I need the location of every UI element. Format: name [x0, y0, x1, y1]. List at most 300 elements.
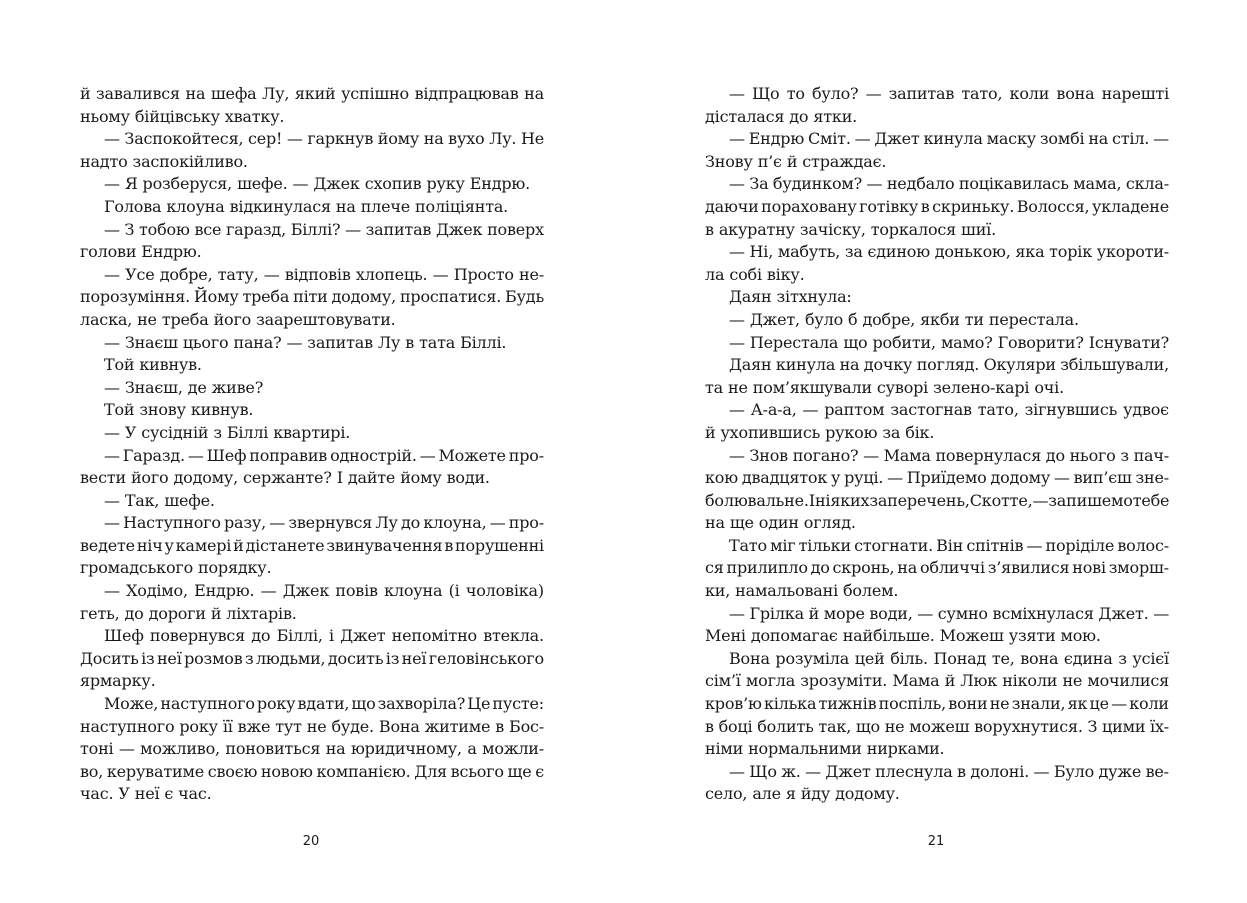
- word: узяти: [1008, 626, 1056, 646]
- word: кинула: [923, 129, 983, 149]
- word: Тато: [729, 535, 767, 555]
- word: буде.: [331, 716, 374, 736]
- word: його: [130, 468, 169, 488]
- text-line: [80, 557, 544, 580]
- word: плече: [360, 196, 411, 216]
- text-line: [80, 151, 544, 174]
- word: —: [419, 445, 436, 465]
- word: додому: [990, 468, 1051, 488]
- word: юридичному,: [350, 739, 462, 759]
- word: успішно: [341, 84, 409, 103]
- word: ве-: [1145, 761, 1169, 781]
- word: плеснула: [875, 761, 953, 781]
- word: спітнів: [966, 535, 1024, 555]
- word: готівку: [859, 196, 919, 216]
- word: сумно: [937, 603, 988, 623]
- word: Джет: [874, 129, 920, 149]
- word: погано?: [792, 445, 859, 465]
- word: зелено-карі: [933, 377, 1030, 397]
- word: Не: [520, 129, 544, 149]
- word: —: [286, 332, 303, 352]
- word: тоні: [80, 739, 114, 759]
- word: З: [124, 219, 135, 239]
- word: допомагає: [750, 626, 838, 646]
- word: в: [405, 332, 415, 352]
- word: поверх: [487, 219, 544, 239]
- word: Мама: [892, 671, 940, 691]
- word: Голова: [104, 196, 162, 216]
- word: —: [104, 445, 120, 465]
- word: Джет.: [1098, 603, 1149, 623]
- word: пом’якшували: [752, 377, 872, 397]
- word: додому,: [331, 287, 397, 307]
- word: його: [213, 309, 252, 329]
- word: рукою: [825, 422, 878, 442]
- word: ворухнутися.: [974, 716, 1083, 736]
- word: яка: [1015, 242, 1045, 262]
- text-line: [705, 309, 1169, 332]
- word: якби: [920, 309, 960, 329]
- word: руку: [426, 174, 465, 194]
- word: мама,: [1073, 174, 1122, 194]
- word: Може,: [104, 694, 159, 714]
- word: сер!: [247, 129, 283, 149]
- word: поцікавилась: [958, 174, 1069, 194]
- word: —: [104, 174, 120, 194]
- word: тебе: [1132, 490, 1170, 510]
- word: голови: [80, 242, 137, 262]
- word: з: [213, 422, 222, 442]
- word: разу,: [224, 513, 267, 533]
- word: —: [1153, 129, 1169, 149]
- word: І: [336, 468, 343, 488]
- word: йому: [400, 468, 442, 488]
- text-line: [705, 106, 1169, 129]
- word: Понад: [933, 648, 987, 668]
- text-line: [705, 716, 1169, 739]
- word: живе?: [211, 377, 264, 397]
- word: прилипло: [726, 558, 808, 578]
- word: Скотте,: [969, 490, 1033, 510]
- word: повернувся: [149, 626, 246, 646]
- word: Джет: [340, 626, 386, 646]
- word: Джек: [313, 174, 360, 194]
- word: на: [524, 84, 544, 103]
- word: стіл.: [1112, 129, 1150, 149]
- word: звернувся: [288, 513, 373, 533]
- word: на: [1088, 129, 1109, 149]
- word: —: [489, 513, 506, 533]
- word: ти: [964, 309, 984, 329]
- word: тільки: [798, 535, 851, 555]
- word: житиме: [424, 716, 491, 736]
- word: то: [786, 84, 805, 103]
- text-line: [80, 354, 544, 377]
- word: село,: [705, 784, 748, 804]
- word: мочилися: [1087, 671, 1169, 691]
- word: шефе.: [164, 490, 215, 510]
- word: дісталася: [705, 106, 785, 126]
- word: мою.: [1060, 626, 1101, 646]
- word: Даян: [729, 355, 772, 375]
- word: року: [256, 694, 296, 714]
- text-line: [705, 151, 1169, 174]
- word: було: [804, 309, 843, 329]
- word: Ендрю: [748, 129, 805, 149]
- word: й: [705, 422, 716, 442]
- text-line: [705, 693, 1169, 716]
- word: піти: [293, 287, 328, 307]
- word: захворіла?: [377, 694, 466, 714]
- word: клоуна: [166, 196, 225, 216]
- word: заперечень,: [869, 490, 970, 510]
- word: води.: [446, 468, 490, 488]
- word: час.: [80, 784, 114, 804]
- word: людьми,: [255, 648, 326, 668]
- word: Біллі.: [460, 332, 507, 352]
- word: А-а-а,: [750, 400, 797, 420]
- word: Волосся,: [1016, 196, 1090, 216]
- text-line: [80, 580, 544, 603]
- word: У: [124, 422, 137, 442]
- word: де: [187, 377, 207, 397]
- word: повернулася: [935, 445, 1042, 465]
- word: Ендрю.: [194, 581, 255, 601]
- word: вдати,: [297, 694, 350, 714]
- right-page-number: 21: [927, 834, 945, 849]
- text-line: [705, 173, 1169, 196]
- word: на: [897, 558, 918, 578]
- text-line: [80, 512, 544, 535]
- word: заспокійливо.: [132, 151, 248, 171]
- word: Джет,: [749, 309, 800, 329]
- word: так,: [818, 716, 852, 736]
- word: неї: [134, 784, 160, 804]
- word: п’є: [757, 151, 782, 171]
- word: із: [385, 648, 400, 668]
- word: у: [164, 535, 174, 555]
- word: в: [957, 761, 966, 781]
- word: болем.: [842, 581, 899, 601]
- word: дороги: [148, 603, 206, 623]
- text-line: [80, 783, 544, 806]
- word: тут: [275, 716, 302, 736]
- word: двадцяток: [741, 468, 828, 488]
- text-line: [80, 535, 544, 558]
- word: Існувати?: [1088, 332, 1169, 352]
- word: —: [805, 761, 821, 781]
- word: компанією.: [316, 761, 411, 781]
- word: є: [535, 761, 544, 781]
- word: —: [729, 603, 745, 623]
- word: бік.: [905, 422, 935, 442]
- word: зачіску,: [799, 219, 866, 239]
- text-line: [705, 670, 1169, 693]
- text-line: [705, 783, 1169, 806]
- word: —: [729, 242, 745, 262]
- word: —: [292, 174, 309, 194]
- word: Досить: [80, 648, 139, 668]
- text-line: [80, 377, 544, 400]
- word: во,: [80, 761, 104, 781]
- word: розуміла: [775, 648, 850, 668]
- word: —: [729, 332, 745, 352]
- text-line: [80, 332, 544, 355]
- word: Шеф: [206, 445, 247, 465]
- word: на: [839, 355, 860, 375]
- text-line: [705, 445, 1169, 468]
- word: цей: [854, 648, 885, 668]
- word: —: [729, 84, 745, 103]
- word: удвоє: [1123, 400, 1169, 420]
- word: ки,: [705, 581, 731, 601]
- text-line: [705, 196, 1169, 219]
- word: не: [1062, 671, 1083, 691]
- word: болювальне.: [705, 490, 809, 510]
- word: ся: [705, 558, 724, 578]
- word: застогнав: [890, 400, 972, 420]
- word: та: [705, 377, 723, 397]
- word: —: [104, 332, 120, 352]
- word: Лу: [377, 332, 401, 352]
- word: на: [185, 84, 206, 103]
- word: шефа: [210, 84, 257, 103]
- text-line: [705, 603, 1169, 626]
- word: в: [705, 716, 714, 736]
- word: торкалося: [870, 219, 957, 239]
- word: до: [810, 558, 830, 578]
- word: Ходімо,: [126, 581, 188, 601]
- word: пораховану: [761, 196, 857, 216]
- word: запитав: [888, 84, 955, 103]
- word: Ендрю.: [141, 242, 202, 262]
- word: розберуся,: [142, 174, 233, 194]
- word: зморш-: [1108, 558, 1169, 578]
- word: в: [444, 535, 454, 555]
- word: —: [1053, 468, 1070, 488]
- word: —: [104, 264, 120, 284]
- word: звинувачення: [326, 535, 443, 555]
- word: у: [831, 468, 841, 488]
- word: її: [222, 716, 233, 736]
- word: очі.: [1034, 377, 1064, 397]
- word: не: [306, 716, 327, 736]
- text-line: [80, 83, 544, 106]
- word: —: [104, 377, 120, 397]
- word: порядку.: [198, 558, 272, 578]
- word: скла-: [1125, 174, 1169, 194]
- word: —: [104, 490, 120, 510]
- word: йому: [377, 129, 420, 149]
- word: клоуна,: [423, 513, 487, 533]
- text-line: [80, 196, 544, 219]
- text-line: [80, 422, 544, 445]
- word: збільшували,: [1060, 355, 1169, 375]
- word: усієї: [1132, 648, 1169, 668]
- word: погляд.: [916, 355, 980, 375]
- word: —: [1153, 603, 1169, 623]
- word: вухо: [448, 129, 485, 149]
- word: з: [1118, 648, 1127, 668]
- text-line: [705, 761, 1169, 784]
- word: ще: [507, 761, 532, 781]
- word: як: [1067, 694, 1088, 714]
- word: (і: [448, 581, 460, 601]
- text-line: [705, 535, 1169, 558]
- word: коли: [1009, 84, 1050, 103]
- word: Перестала: [749, 332, 839, 352]
- word: —: [104, 422, 120, 442]
- word: Він: [936, 535, 964, 555]
- word: і: [329, 626, 334, 646]
- word: вести: [80, 468, 126, 488]
- text-line: [80, 716, 544, 739]
- word: скронь,: [832, 558, 895, 578]
- word: знову: [139, 400, 186, 420]
- word: Лу,: [262, 84, 290, 103]
- text-line: [80, 106, 544, 129]
- word: стогнати.: [854, 535, 933, 555]
- word: —: [1026, 535, 1043, 555]
- word: поновиться: [225, 739, 321, 759]
- word: до: [251, 626, 271, 646]
- text-line: [80, 128, 544, 151]
- word: —: [432, 264, 449, 284]
- word: що: [843, 332, 868, 352]
- text-line: [705, 490, 1169, 513]
- word: відповів: [284, 264, 351, 284]
- text-line: [705, 83, 1169, 106]
- word: громадського: [80, 558, 194, 578]
- word: нормальними: [748, 739, 862, 759]
- word: не: [884, 716, 905, 736]
- word: знали,: [1011, 694, 1066, 714]
- word: що: [855, 716, 880, 736]
- word: Сміт.: [807, 129, 851, 149]
- word: перестала.: [988, 309, 1079, 329]
- word: й: [210, 603, 222, 623]
- word: не: [137, 309, 157, 329]
- word: —: [729, 309, 745, 329]
- word: Лу: [375, 513, 398, 533]
- word: Окуляри: [983, 355, 1056, 375]
- word: Вона: [729, 648, 770, 668]
- word: Джет: [825, 761, 871, 781]
- word: Було: [1053, 761, 1094, 781]
- left-page-number: 20: [302, 834, 320, 849]
- word: тато,: [961, 84, 1003, 103]
- left-page-text: [80, 83, 544, 806]
- word: відкинулася: [229, 196, 331, 216]
- word: Мама: [883, 445, 931, 465]
- word: геловінського: [428, 648, 544, 668]
- word: —: [865, 84, 882, 103]
- word: все: [194, 219, 222, 239]
- word: —: [729, 129, 745, 149]
- word: не-: [519, 264, 544, 284]
- word: Наступного: [123, 513, 221, 533]
- word: наступного: [80, 716, 175, 736]
- word: гаркнув: [307, 129, 374, 149]
- word: —: [104, 129, 120, 149]
- word: на: [335, 196, 356, 216]
- word: геть,: [80, 603, 120, 623]
- word: У: [118, 784, 130, 804]
- word: намальовані: [735, 581, 838, 601]
- word: поспіль,: [878, 694, 947, 714]
- word: руці.: [844, 468, 884, 488]
- word: хватку.: [224, 106, 285, 126]
- word: в: [920, 196, 930, 216]
- word: —: [345, 219, 361, 239]
- word: ухопившись: [720, 422, 821, 442]
- word: мамо?: [940, 332, 993, 352]
- word: Лу.: [489, 129, 517, 149]
- word: Для: [414, 761, 447, 781]
- word: ла: [705, 264, 725, 284]
- word: —: [1111, 694, 1127, 714]
- word: чоловіка): [465, 581, 544, 601]
- word: скриньку.: [932, 196, 1015, 216]
- word: Біллі,: [276, 626, 323, 646]
- word: болить: [757, 716, 814, 736]
- word: укороти-: [1096, 242, 1169, 262]
- word: Знов: [749, 445, 788, 465]
- word: кинула: [775, 355, 836, 375]
- word: тата: [419, 332, 456, 352]
- word: страждає.: [802, 151, 887, 171]
- word: й: [786, 151, 798, 171]
- word: на: [325, 739, 346, 759]
- word: —: [866, 174, 883, 194]
- word: цими: [1102, 716, 1146, 736]
- word: тато,: [977, 400, 1019, 420]
- word: Що: [752, 84, 780, 103]
- word: не: [989, 694, 1010, 714]
- word: Йому: [193, 287, 239, 307]
- word: до: [789, 106, 809, 126]
- word: пусте:: [492, 694, 544, 714]
- word: Джек: [435, 219, 483, 239]
- text-line: [80, 173, 544, 196]
- word: однострій.: [330, 445, 417, 465]
- word: —: [118, 739, 135, 759]
- word: —: [854, 129, 871, 149]
- word: я: [785, 784, 796, 804]
- word: ніяких: [814, 490, 870, 510]
- word: зітхнула:: [776, 287, 852, 307]
- word: це: [1089, 694, 1109, 714]
- word: можливо,: [140, 739, 220, 759]
- word: до: [401, 513, 421, 533]
- text-line: [705, 241, 1169, 264]
- word: води,: [869, 603, 913, 623]
- text-line: [705, 332, 1169, 355]
- word: неї: [401, 648, 427, 668]
- word: повів: [335, 581, 378, 601]
- word: Мені: [705, 626, 746, 646]
- text-line: [705, 264, 1169, 287]
- word: єдиною: [867, 242, 930, 262]
- word: в: [705, 219, 714, 239]
- text-line: [80, 399, 544, 422]
- word: дайте: [347, 468, 396, 488]
- word: Можете: [438, 445, 506, 465]
- word: сусідній: [141, 422, 209, 442]
- word: про-: [508, 445, 544, 465]
- word: вони: [948, 694, 988, 714]
- word: Заспокойтеся,: [124, 129, 244, 149]
